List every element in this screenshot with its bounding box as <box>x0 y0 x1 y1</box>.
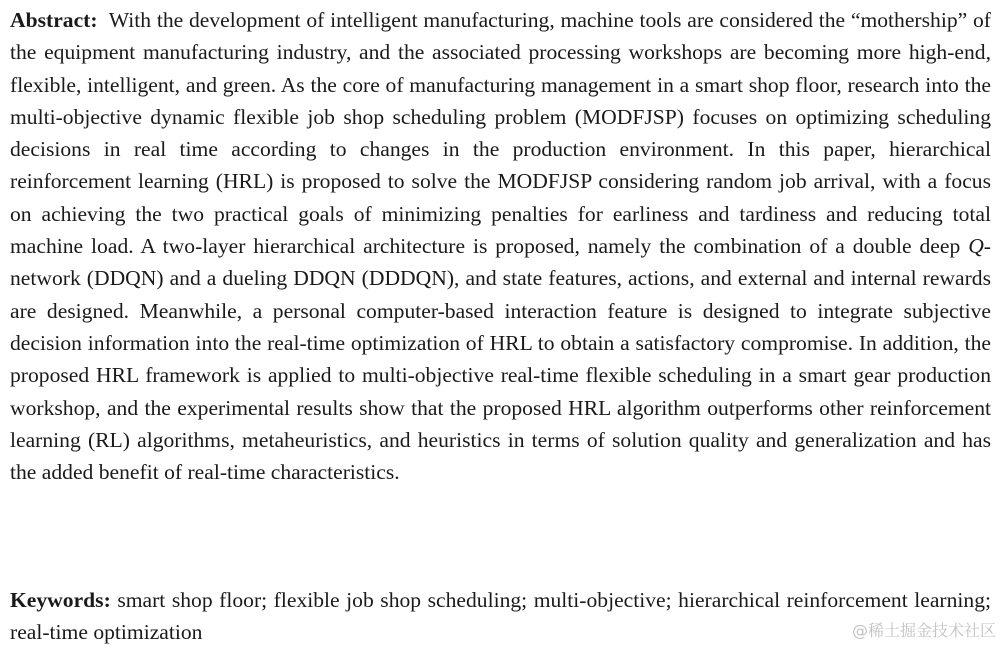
keywords-text: smart shop floor; flexible job shop scheduling; multi-objective; hierarchical reinforcement learning; real-time optimization <box>10 588 991 645</box>
watermark: @稀土掘金技术社区 <box>851 621 996 640</box>
keywords-label: Keywords: <box>10 588 111 612</box>
abstract-text-part-1: With the development of intelligent manufacturing, machine tools are considered the “mothership” of the equipment manufacturing industry, and the associated processing workshops are becoming more high-end, flexible, intelligent, and green. As the core of manufacturing management in a smart shop floor, research into the multi-objective dynamic flexible job shop scheduling problem (MODFJSP) focuses on optimizing scheduling decisions in real time according to changes in the production environment. In this paper, hierarchical reinforcement learning (HRL) is proposed to solve the MODFJSP considering random job arrival, with a focus on achieving the two practical goals of minimizing penalties for earliness and tardiness and reducing total machine load. A two-layer hierarchical architecture is proposed, namely the combination of a double deep <box>10 8 991 259</box>
abstract-paragraph <box>10 4 991 488</box>
keywords-paragraph <box>10 584 991 649</box>
abstract-text-part-2: -network (DDQN) and a dueling DDQN (DDDQN), and state features, actions, and external and internal rewards are designed. Meanwhile, a personal computer-based interaction feature is designed to integrate subjective decision information into the real-time optimization of HRL to obtain a satisfactory compromise. In addition, the proposed HRL framework is applied to multi-objective real-time flexible scheduling in a smart gear production workshop, and the experimental results show that the proposed HRL algorithm outperforms other reinforcement learning (RL) algorithms, metaheuristics, and heuristics in terms of solution quality and generalization and has the added benefit of real-​time characteristics. <box>10 234 991 485</box>
abstract-label: Abstract: <box>10 8 98 32</box>
q-symbol: Q <box>968 234 984 259</box>
